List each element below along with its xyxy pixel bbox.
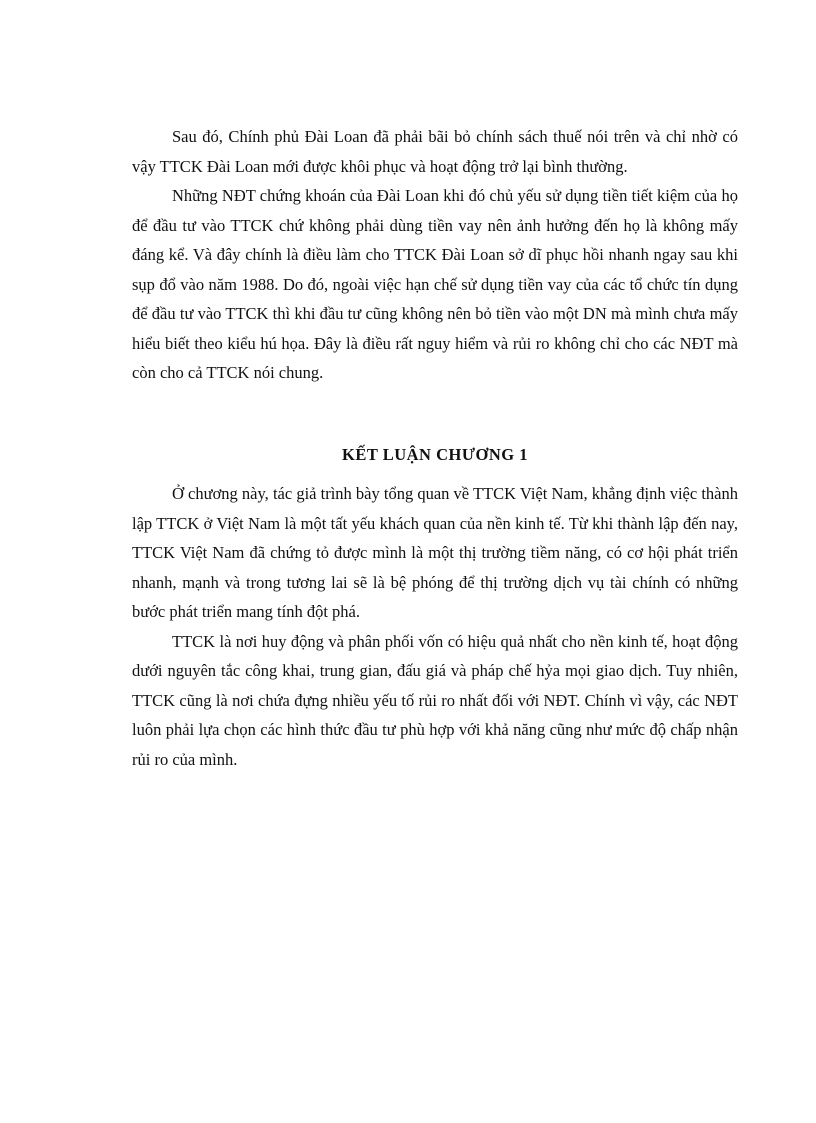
paragraph-investors: Những NĐT chứng khoán của Đài Loan khi đó chủ yếu sử dụng tiền tiết kiệm của họ để đầu tư vào TTCK chứ không phải dùng tiền vay nên ảnh hưởng đến họ là không mấy đáng kể. Và đây chính là điều làm cho TTCK Đài Loan sở dĩ phục hồi nhanh ngay sau khi sụp đổ vào năm 1988. Do đó, ngoài việc hạn chế sử dụng tiền vay của các tổ chức tín dụng để đầu tư vào TTCK thì khi đầu tư cũng không nên bỏ tiền vào một DN mà mình chưa mấy hiểu biết theo kiểu hú họa. Đây là điều rất nguy hiểm và rủi ro không chỉ cho các NĐT mà còn cho cả TTCK nói chung.	[132, 186, 738, 382]
paragraph-conclusion-risk: TTCK là nơi huy động và phân phối vốn có hiệu quả nhất cho nền kinh tế, hoạt động dưới nguyên tắc công khai, trung gian, đấu giá và pháp chế hỷa mọi giao dịch. Tuy nhiên, TTCK cũng là nơi chứa đựng nhiều yếu tố rủi ro nhất đối với NĐT. Chính vì vậy, các NĐT luôn phải lựa chọn các hình thức đầu tư phù hợp với khả năng cũng như mức độ chấp nhận rủi ro của mình.	[132, 631, 738, 769]
chapter-conclusion-heading: KẾT LUẬN CHƯƠNG 1	[342, 444, 528, 464]
page-content	[132, 122, 738, 774]
paragraph-tax-repeal: Sau đó, Chính phủ Đài Loan đã phải bãi bỏ chính sách thuế nói trên và chỉ nhờ có vậy TTCK Đài Loan mới được khôi phục và hoạt động trở lại bình thường.	[132, 127, 738, 176]
paragraph-conclusion-overview: Ở chương này, tác giả trình bày tổng quan về TTCK Việt Nam, khẳng định việc thành lập TTCK ở Việt Nam là một tất yếu khách quan của nền kinh tế. Từ khi thành lập đến nay, TTCK Việt Nam đã chứng tỏ được mình là một thị trường tiềm năng, có cơ hội phát triển nhanh, mạnh và trong tương lai sẽ là bệ phóng để thị trường dịch vụ tài chính có những bước phát triển mang tính đột phá.	[132, 484, 738, 621]
